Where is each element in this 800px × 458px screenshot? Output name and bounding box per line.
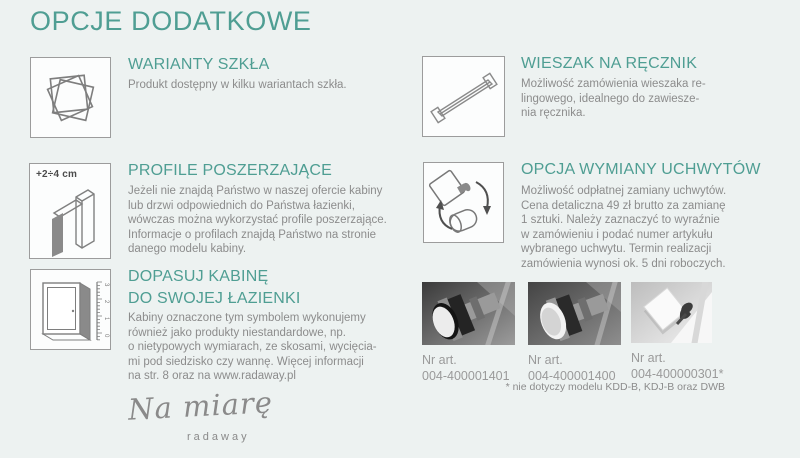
body-line: 1 sztuki. Należy zaznaczyć to wyraźnie — [521, 214, 720, 226]
body-line: Kabiny oznaczone tym symbolem wykonujemy — [128, 312, 366, 324]
body-line: lingowego, idealnego do zawiesze- — [521, 92, 700, 105]
profile-size-label: +2÷4 cm — [36, 169, 78, 180]
custom-cabin-heading-line2: DO SWOJEJ ŁAZIENKI — [128, 290, 301, 307]
body-line: Jeżeli nie znajdą Państwo w naszej ofercie kabiny — [128, 185, 383, 197]
article-number-label: Nr art. — [528, 353, 563, 367]
custom-cabin-icon-box — [30, 269, 111, 350]
body-line: zamówienia wynosi ok. 5 dni roboczych. — [521, 257, 726, 270]
handle-photo-3 — [631, 282, 712, 343]
custom-cabin-heading-line1: DOPASUJ KABINĘ — [128, 268, 269, 285]
ruler-number: 2 — [103, 300, 109, 304]
extension-profiles-heading: PROFILE POSZERZAJĄCE — [128, 162, 333, 179]
article-number-label: Nr art. — [631, 351, 666, 365]
glass-variants-icon-box — [30, 57, 111, 138]
body-line: wybranego uchwytu. Termin realizacji — [521, 243, 712, 255]
ruler-number: 3 — [103, 283, 109, 287]
body-line: o nietypowych wymiarach, ze skosami, wycięcia- — [128, 341, 377, 353]
body-line: na str. 8 oraz na www.radaway.pl — [128, 370, 296, 382]
towel-rail-heading: WIESZAK NA RĘCZNIK — [521, 55, 698, 72]
article-number: 004-400001401 — [422, 369, 510, 383]
body-line: lub drzwi odpowiednich do Państwa łazienki, — [128, 199, 355, 212]
body-line: danego modelu kabiny. — [128, 243, 247, 255]
towel-rail-icon — [423, 57, 504, 136]
model-exclusion-footnote: * nie dotyczy modelu KDD-B, KDJ-B oraz DWB — [505, 381, 725, 393]
handle-swap-icon — [424, 163, 503, 242]
handle-photo-1 — [422, 282, 515, 345]
towel-rail-icon-box — [422, 56, 505, 137]
page-title: OPCJE DODATKOWE — [30, 6, 312, 36]
body-line: wówczas można wykorzystać profile poszerzające. — [128, 214, 387, 226]
product-handle-1 — [422, 282, 515, 384]
product-handle-3 — [631, 282, 723, 382]
body-line: Informacje o profilach znajdą Państwo na stronie — [128, 228, 377, 241]
radaway-wordmark: radaway — [187, 431, 250, 443]
glass-variants-body: Produkt dostępny w kilku wariantach szkła. — [128, 79, 347, 91]
custom-cabin-body — [128, 311, 377, 384]
body-line: Możliwość odpłatnej zamiany uchwytów. — [521, 185, 727, 197]
product-handle-2 — [528, 282, 621, 384]
ruler-number: 1 — [103, 317, 109, 321]
body-line: mi pod siedzisko czy wannę. Więcej informacji — [128, 355, 364, 368]
handle-swap-heading: OPCJA WYMIANY UCHWYTÓW — [521, 161, 761, 178]
handle-photo-2 — [528, 282, 621, 345]
body-line: Możliwość zamówienia wieszaka re- — [521, 78, 706, 90]
ruler-number: 0 — [103, 334, 109, 338]
body-line: również jako produkty niestandardowe, np. — [128, 326, 346, 339]
handle-swap-icon-box — [423, 162, 504, 243]
towel-rail-body — [521, 77, 706, 121]
article-number: 004-400001400 — [528, 369, 616, 383]
article-number-label: Nr art. — [422, 353, 457, 367]
body-line: Cena detaliczna 49 zł brutto za zamianę — [521, 199, 726, 212]
custom-cabin-ruler-icon — [31, 270, 110, 349]
body-line: w zamówieniu i podać numer artykułu — [521, 228, 713, 241]
article-number: 004-400000301* — [631, 367, 724, 381]
glass-panes-icon — [31, 58, 110, 137]
handle-swap-body — [521, 184, 726, 271]
body-line: nia ręcznika. — [521, 107, 586, 119]
glass-variants-heading: WARIANTY SZKŁA — [128, 56, 270, 73]
extension-profiles-body — [128, 184, 387, 257]
na-miare-logo: Na miarę — [127, 385, 274, 427]
